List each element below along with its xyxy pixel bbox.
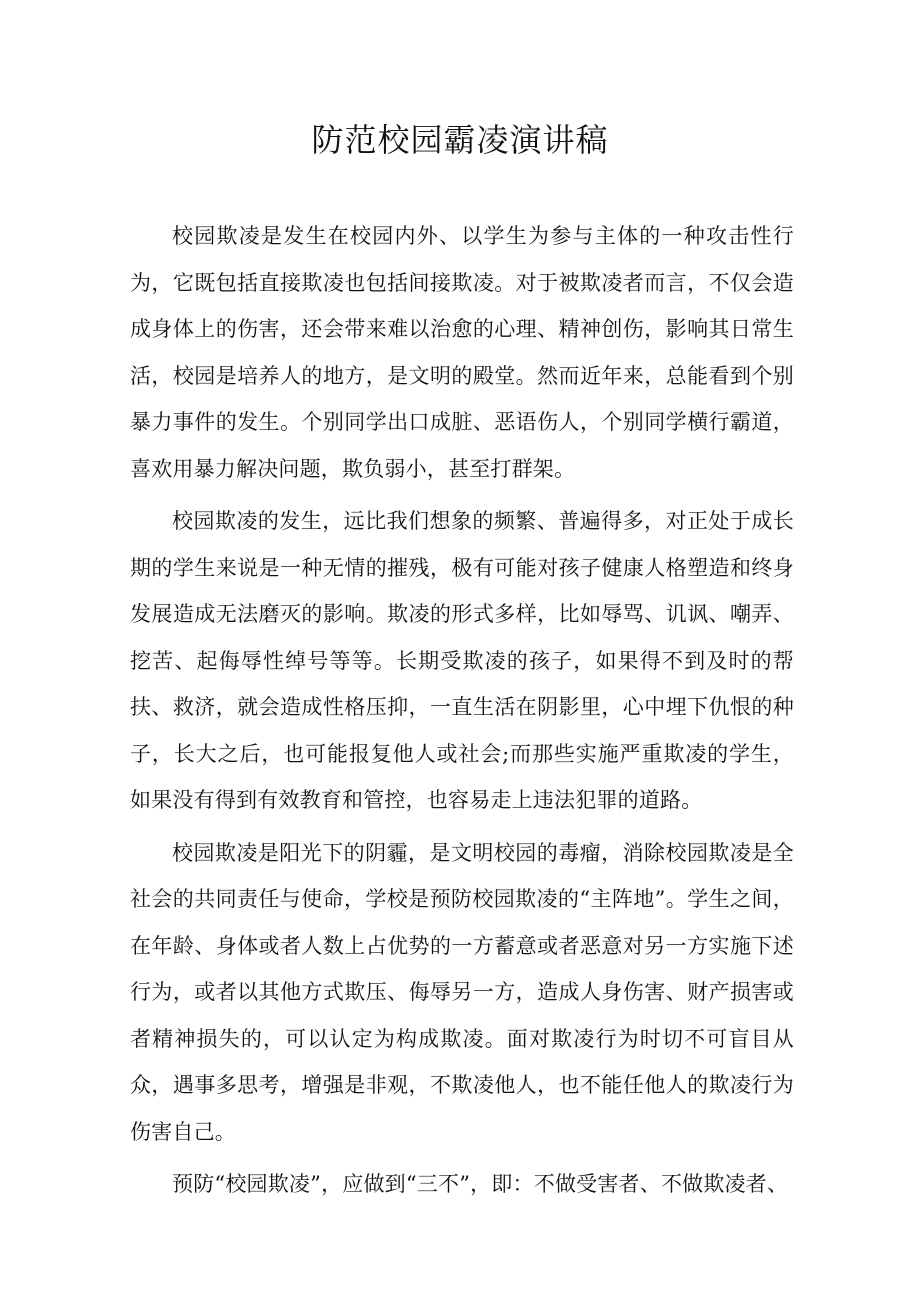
paragraph: 校园欺凌是阳光下的阴霾，是文明校园的毒瘤，消除校园欺凌是全社会的共同责任与使命，学校是预防校园欺凌的“主阵地”。学生之间，在年龄、身体或者人数上占优势的一方蓄意或者恶意对另一方实施下述行为，或者以其他方式欺压、侮辱另一方，造成人身伤害、财产损害或者精神损失的，可以认定为构成欺凌。面对欺凌行为时切不可盲目从众，遇事多思考，增强是非观，不欺凌他人，也不能任他人的欺凌行为伤害自己。 <box>130 840 794 1144</box>
document-title: 防范校园霸凌演讲稿 <box>311 121 609 159</box>
paragraph: 预防“校园欺凌”，应做到“三不”，即：不做受害者、不做欺凌者、 <box>172 1172 789 1196</box>
document-body <box>130 213 794 1214</box>
paragraph: 校园欺凌是发生在校园内外、以学生为参与主体的一种攻击性行为，它既包括直接欺凌也包括间接欺凌。对于被欺凌者而言，不仅会造成身体上的伤害，还会带来难以治愈的心理、精神创伤，影响其日常生活，校园是培养人的地方，是文明的殿堂。然而近年来，总能看到个别暴力事件的发生。个别同学出口成脏、恶语伤人，个别同学横行霸道，喜欢用暴力解决问题，欺负弱小，甚至打群架。 <box>130 224 794 481</box>
paragraph: 校园欺凌的发生，远比我们想象的频繁、普遍得多，对正处于成长期的学生来说是一种无情的摧残，极有可能对孩子健康人格塑造和终身发展造成无法磨灭的影响。欺凌的形式多样，比如辱骂、讥讽、嘲弄、挖苦、起侮辱性绰号等等。长期受欺凌的孩子，如果得不到及时的帮扶、救济，就会造成性格压抑，一直生活在阴影里，心中埋下仇恨的种子，长大之后，也可能报复他人或社会;而那些实施严重欺凌的学生，如果没有得到有效教育和管控，也容易走上违法犯罪的道路。 <box>130 509 794 812</box>
